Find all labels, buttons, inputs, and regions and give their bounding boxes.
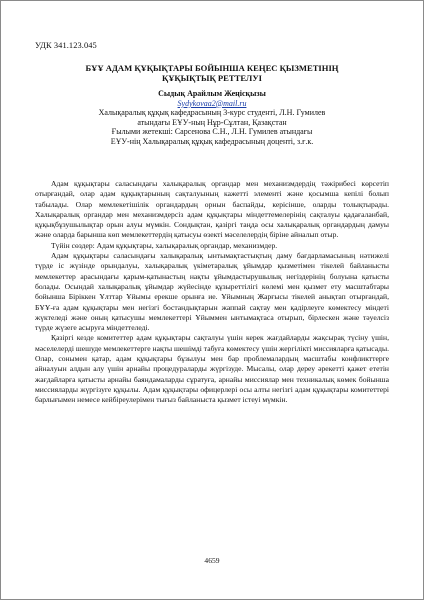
page-number: 4659 bbox=[204, 556, 220, 565]
article-title bbox=[35, 63, 389, 83]
article-body bbox=[35, 179, 389, 406]
body-paragraph-2: Қазіргі кезде комитеттер адам құқықтары сақталуы үшін керек жағдайларды жақсырақ түсіну үшін, мәселелерді шешуде мемлекеттерге нақты шешімді табуға көмектесу үшін жергілікті миссияларға қатысады. Олар, сонымен қатар, адам құқықтары бұзылуы мен бар проблемалардың масштабы конфликттерге айналуын алдын алу үшін арнайы процедураларды жүргізуде. Мысалы, олар дереу әрекетті қажет ететін жағдайларға қатысты арнайы баяндамаларды сұратуға, арнайы миссиялар мен техникалық көмек бойынша миссияларды жүргізуге құқылы. Адам құқықтары офицерлері осы алты негізгі адам құқықтары комитеттері барлығымен немесе кейбіреулерімен тығыз байланыста қызмет істеуі мүмкін. bbox=[35, 333, 389, 405]
author-name: Сыдық Арайлым Жеңісқызы bbox=[158, 89, 266, 98]
author-block bbox=[51, 89, 373, 147]
title-line-2: ҚҰҚЫҚТЫҚ РЕТТЕЛУІ bbox=[161, 73, 262, 83]
affiliation-line-2: атындағы ЕҰУ-ның Нұр-Сұлтан, Қазақстан bbox=[137, 117, 287, 127]
supervisor-line-2: ЕҰУ-нің Халықаралық құқық кафедрасының доценті, з.ғ.к. bbox=[110, 136, 314, 146]
udc-code: УДК 341.123.045 bbox=[35, 41, 97, 50]
author-email-link[interactable]: Sydykovaa2@mail.ru bbox=[177, 98, 247, 108]
supervisor-line-1: Ғылыми жетекші: Сарсенова С.Н., Л.Н. Гумилев атындағы bbox=[111, 127, 313, 137]
abstract-paragraph: Адам құқықтары саласындағы халықаралық органдар мен механизмдердің тәжірибесі көрсетіп отырғандай, олар адам құқықтарының сақталуының кажетті элементі және қосымша кепілі болып табылады. Олар мемлекетішілік органдардың орнын баспайды, керісінше, оларды толықтырады. Халықаралық органдар мен механизмдерсіз адам құқықтары міндеттемелерінің сақталуы қадағаланбай, құқықбұзушылықтар орын алуы мүмкін. Сондықтан, қазіргі таңда осы халықаралық органдардың дамуы және оларда барынша көп мемлекеттердің қатысуы өзекті мәселелердің біріне айналып отыр. bbox=[35, 179, 389, 240]
keywords-line: Түйін сөздер: Адам құқықтары, халықаралық органдар, механизмдер. bbox=[51, 240, 278, 250]
body-paragraph-1: Адам құқықтары саласындағы халықаралық ынтымақтастықтың даму бағдарламасының нәтижелі түрде іс жүзінде орындалуы, халықаралық үкіметаралық ұйымдар қызметімен тікелей байланысты мемлекеттер арасындағы қарым-қатынастың нақты ұйымдастырушылық негіздерінің болуына қатысты болады. Осындай халықаралық ұйымдар жүйесінде құзыреттілігі көлемі мен қызмет ету масштабтары бойынша Біріккен Ұлттар Ұйымы ерекше орынға ие. Ұйымның Жарғысы тікелей анықтап отырғандай, БҰҰ-ға адам құқықтары мен негізгі бостандықтарын жаппай сақтау мен қадірлеуге көмектесу міндеті жүктеледі және оның қатысушы мемлекеттері Ұйыммен ынтымақтаса отырып, бірлескен және тәуелсіз түрде жүзеге асыруға міндеттеледі. bbox=[35, 251, 389, 333]
affiliation-line-1: Халықаралық құқық кафедрасының 3-курс студенті, Л.Н. Гумилев bbox=[98, 108, 326, 118]
title-line-1: БҰҰ АДАМ ҚҰҚЫҚТАРЫ БОЙЫНША КЕҢЕС ҚЫЗМЕТІНІҢ bbox=[85, 63, 339, 73]
